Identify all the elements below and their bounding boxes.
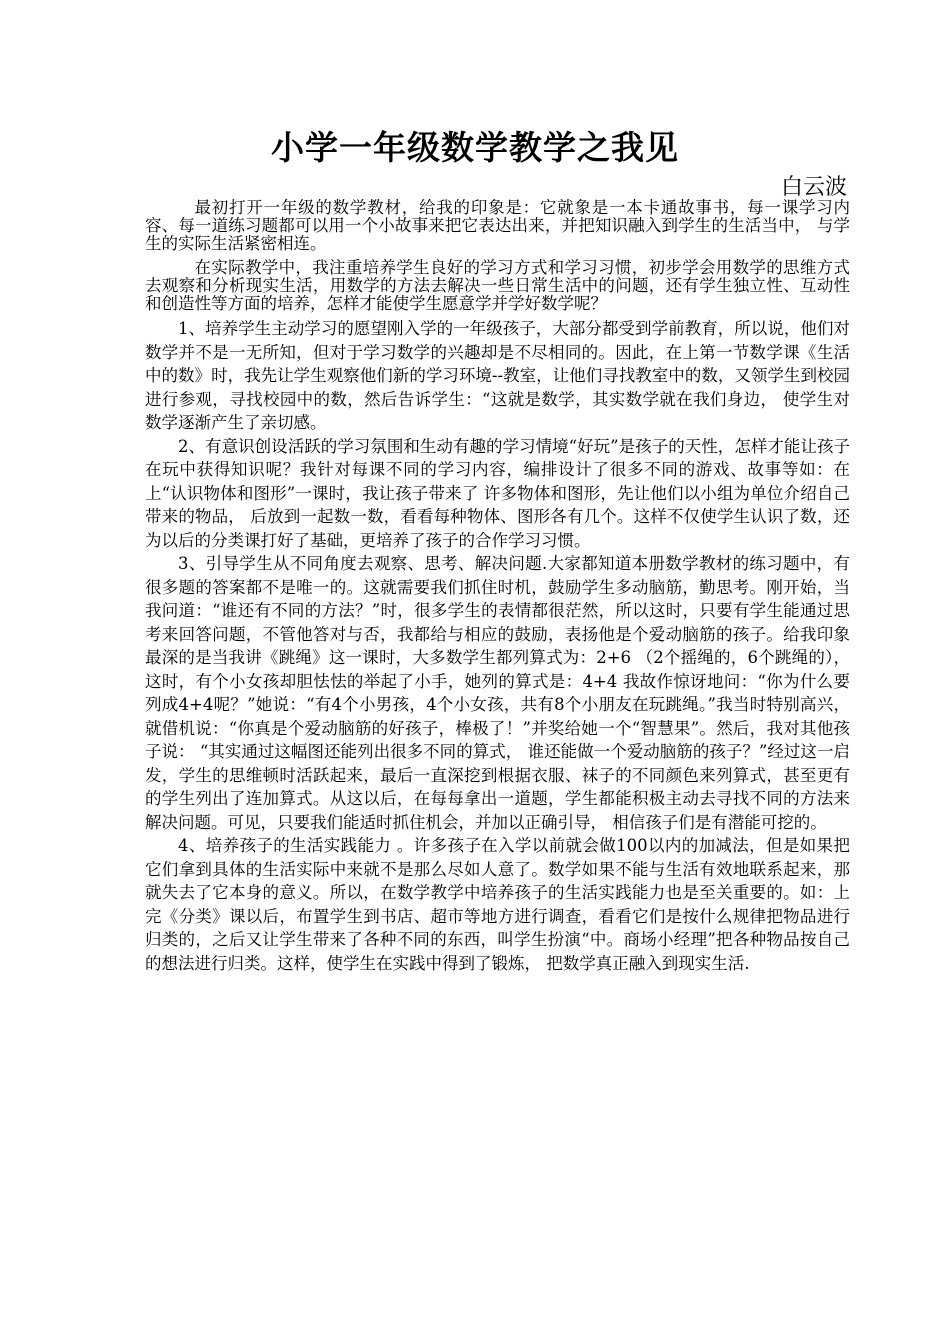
intro-paragraph-1-block: [145, 199, 850, 253]
body-paragraph: 2、有意识创设活跃的学习氛围和生动有趣的学习情境“好玩”是孩子的天性，怎样才能让孩子在玩中获得知识呢？我针对每课不同的学习内容，编排设计了很多不同的游戏、故事等如：在上“认识物体和图形”一课时，我让孩子带来了 许多物体和图形，先让他们以小组为单位介绍自己带来的物品， 后放到一起数一数，看看每种物体、图形各有几个。这样不仅使学生认识了数，还为以后的分类课打好了基础，更培养了孩子的合作学习习惯。: [145, 436, 850, 550]
intro-paragraph-2-block: [145, 259, 850, 313]
body-paragraph: 1、培养学生主动学习的愿望刚入学的一年级孩子，大部分都受到学前教育，所以说，他们对数学并不是一无所知，但对于学习数学的兴趣却是不尽相同的。因此，在上第一节数学课《生活中的数》时，我先让学生观察他们新的学习环境--教室，让他们寻找教室中的数，又领学生到校园进行参观，寻找校园中的数，然后告诉学生：“这就是数学，其实数学就在我们身边， 使学生对数学逐渐产生了亲切感。: [145, 319, 850, 432]
document-title: 小学一年级数学教学之我见: [271, 128, 679, 167]
author-name: 白云波: [780, 175, 847, 200]
intro-paragraph: 最初打开一年级的数学教材，给我的印象是：它就象是一本卡通故事书，每一课学习内容、每一道练习题都可以用一个小故事来把它表达出来，并把知识融入到学生的生活当中， 与学生的实际生活紧密相连。: [145, 198, 850, 253]
intro-paragraph: 在实际教学中，我注重培养学生良好的学习方式和学习习惯，初步学会用数学的思维方式去观察和分析现实生活，用数学的方法去解决一些日常生活中的问题，还有学生独立性、互动性和创造性等方面的培养，怎样才能使学生愿意学并学好数学呢？: [145, 258, 850, 313]
article-body: [145, 317, 850, 975]
body-paragraph: 4、培养孩子的生活实践能力 。许多孩子在入学以前就会做100以内的加减法，但是如果把它们拿到具体的生活实际中来就不是那么尽如人意了。数学如果不能与生活有效地联系起来，那就失去了它本身的意义。所以，在数学教学中培养孩子的生活实践能力也是至关重要的。如：上完《分类》课以后，布置学生到书店、超市等地方进行调查，看看它们是按什么规律把物品进行归类的，之后又让学生带来了各种不同的东西，叫学生扮演“中。商场小经理”把各种物品按自己的想法进行归类。这样，使学生在实践中得到了锻炼， 把数学真正融入到现实生活.: [145, 836, 850, 973]
body-paragraph: 3、引导学生从不同角度去观察、思考、解决问题.大家都知道本册数学教材的练习题中，有很多题的答案都不是唯一的。这就需要我们抓住时机，鼓励学生多动脑筋，勤思考。刚开始，当我问道：“谁还有不同的方法？”时，很多学生的表情都很茫然，所以这时，只要有学生能通过思考来回答问题，不管他答对与否，我都给与相应的鼓励，表扬他是个爱动脑筋的孩子。给我印象最深的是当我讲《跳绳》这一课时，大多数学生都列算式为：2+6 （2个摇绳的，6个跳绳的），这时，有个小女孩却胆怯怯的举起了小手，她列的算式是：4+4 我故作惊讶地问：“你为什么要列成4+4呢？”她说：“有4个小男孩，4个小女孩，共有8个小朋友在玩跳绳。”我当时特别高兴，就借机说：“你真是个爱动脑筋的好孩子，棒极了！”并奖给她一个“智慧果”。然后，我对其他孩子说： “其实通过这幅图还能列出很多不同的算式， 谁还能做一个爱动脑筋的孩子？”经过这一启发，学生的思维顿时活跃起来，最后一直深挖到根据衣服、袜子的不同颜色来列算式，甚至更有的学生列出了连加算式。从这以后，在每每拿出一道题，学生都能积极主动去寻找不同的方法来解决问题。可见，只要我们能适时抓住机会，并加以正确引导， 相信孩子们是有潜能可挖的。: [145, 554, 850, 832]
